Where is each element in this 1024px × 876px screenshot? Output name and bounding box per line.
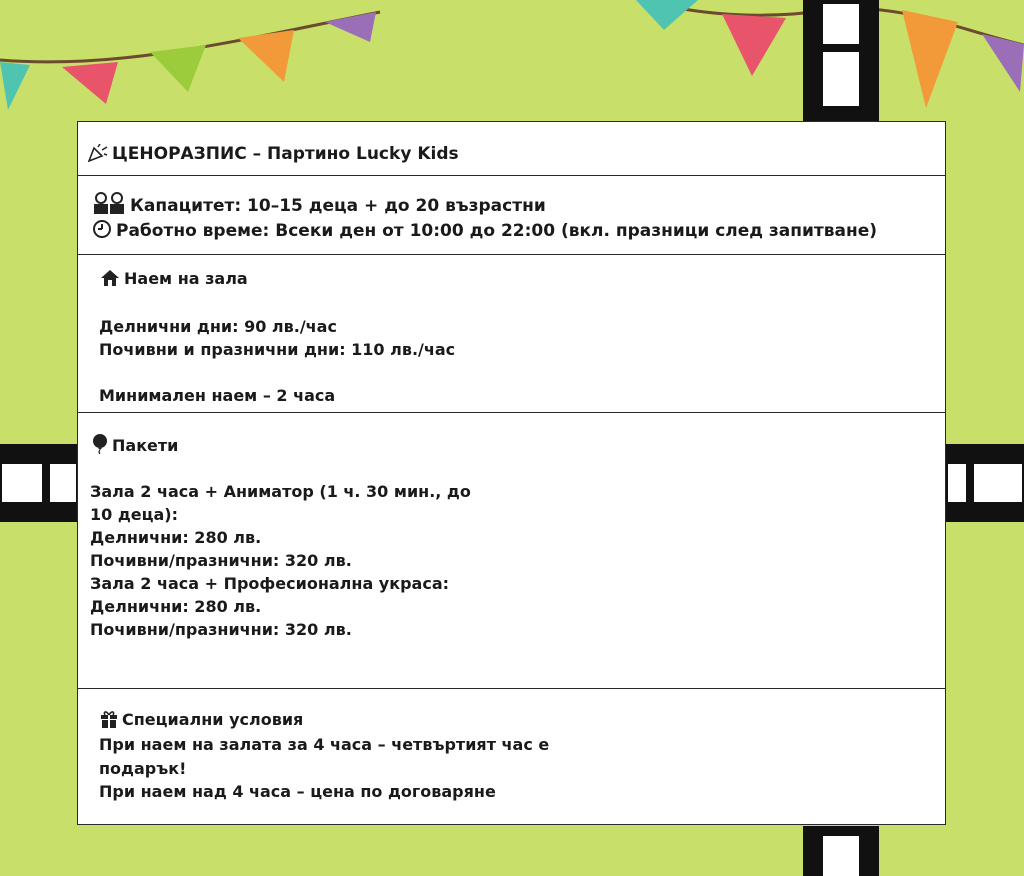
house-icon — [100, 269, 120, 287]
package-decoration-weekend: Почивни/празнични: 320 лв. — [90, 620, 352, 639]
rental-weekend: Почивни и празнични дни: 110 лв./час — [99, 340, 456, 359]
package-decoration-title: Зала 2 часа + Професионална украса: — [90, 574, 450, 593]
rental-heading-text: Наем на зала — [124, 269, 248, 288]
capacity-text: Капацитет: 10–15 деца + до 20 възрастни — [130, 196, 546, 216]
title-text: ЦЕНОРАЗПИС – Партино Lucky Kids — [112, 144, 459, 164]
special-line-2: подарък! — [99, 759, 187, 778]
rental-minimum: Минимален наем – 2 часа — [99, 386, 336, 405]
hours-line — [92, 219, 877, 241]
balloon-icon — [92, 434, 108, 454]
rental-weekday: Делнични дни: 90 лв./час — [99, 317, 337, 336]
film-strip-bottom — [803, 826, 879, 876]
price-list-card — [77, 121, 946, 825]
packages-heading — [92, 434, 178, 456]
special-heading-text: Специални условия — [122, 710, 304, 729]
package-animator-title-1: Зала 2 часа + Аниматор (1 ч. 30 мин., до — [90, 482, 471, 501]
film-strip-right — [946, 444, 1024, 522]
package-decoration-weekday: Делнични: 280 лв. — [90, 597, 262, 616]
children-icon — [92, 192, 126, 214]
rental-heading — [100, 269, 248, 289]
packages-heading-text: Пакети — [112, 436, 179, 455]
capacity-line — [92, 192, 546, 216]
package-animator-weekend: Почивни/празнични: 320 лв. — [90, 551, 352, 570]
special-line-1: При наем на залата за 4 часа – четвъртият час е — [99, 735, 550, 754]
package-animator-title-2: 10 деца): — [90, 505, 178, 524]
page-title — [88, 144, 459, 164]
special-line-3: При наем над 4 часа – цена по договаряне — [99, 782, 496, 801]
divider — [78, 688, 945, 689]
gift-icon — [100, 710, 118, 728]
film-strip-top — [803, 0, 879, 122]
divider — [78, 412, 945, 413]
party-popper-icon — [88, 144, 108, 162]
special-heading — [100, 710, 303, 730]
film-strip-left — [0, 444, 78, 522]
hours-text: Работно време: Всеки ден от 10:00 до 22:00 (вкл. празници след запитване) — [116, 221, 878, 241]
clock-icon — [92, 219, 112, 239]
divider — [78, 175, 945, 176]
divider — [78, 254, 945, 255]
package-animator-weekday: Делнични: 280 лв. — [90, 528, 262, 547]
